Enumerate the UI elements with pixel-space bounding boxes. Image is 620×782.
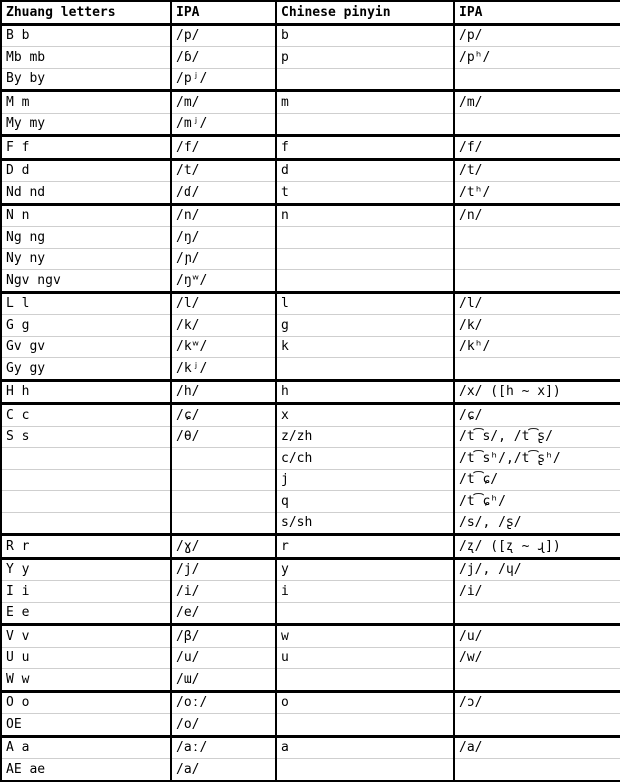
pinyin-ipa-cell: /pʰ/	[454, 47, 620, 69]
zhuang-letter-cell: AE ae	[1, 759, 171, 781]
pinyin-ipa-cell: /a/	[454, 736, 620, 759]
zhuang-ipa-cell: /i/	[171, 581, 276, 603]
table-row	[1, 47, 620, 69]
table-row	[1, 581, 620, 603]
pinyin-cell	[276, 270, 454, 293]
pinyin-cell: g	[276, 315, 454, 337]
pinyin-ipa-cell	[454, 227, 620, 249]
pinyin-cell: s/sh	[276, 512, 454, 535]
zhuang-letter-cell: My my	[1, 113, 171, 136]
zhuang-ipa-cell: /e/	[171, 602, 276, 625]
pinyin-ipa-cell: /kʰ/	[454, 336, 620, 358]
table-row	[1, 647, 620, 669]
pinyin-cell	[276, 602, 454, 625]
header-zhuang-ipa: IPA	[171, 1, 276, 24]
pinyin-ipa-cell: /w/	[454, 647, 620, 669]
pinyin-cell	[276, 669, 454, 692]
zhuang-letter-cell: Ngv ngv	[1, 270, 171, 293]
zhuang-letter-cell: Gy gy	[1, 358, 171, 381]
zhuang-letter-cell: Y y	[1, 558, 171, 581]
table-row	[1, 159, 620, 182]
table-row	[1, 669, 620, 692]
table-row	[1, 512, 620, 535]
table-row	[1, 270, 620, 293]
zhuang-ipa-cell: /ŋ/	[171, 227, 276, 249]
header-row	[1, 1, 620, 24]
table-row	[1, 426, 620, 448]
pinyin-cell: o	[276, 691, 454, 714]
zhuang-letter-cell: F f	[1, 136, 171, 160]
zhuang-letter-cell: I i	[1, 581, 171, 603]
zhuang-letter-cell: B b	[1, 24, 171, 47]
zhuang-ipa-cell: /k/	[171, 315, 276, 337]
zhuang-ipa-cell: /kʷ/	[171, 336, 276, 358]
table-row	[1, 535, 620, 559]
pinyin-cell: m	[276, 91, 454, 114]
pinyin-ipa-cell: /m/	[454, 91, 620, 114]
table-row	[1, 336, 620, 358]
zhuang-letter-cell: H h	[1, 380, 171, 404]
zhuang-letter-cell: By by	[1, 68, 171, 91]
zhuang-letter-cell	[1, 469, 171, 491]
zhuang-letter-cell: Gv gv	[1, 336, 171, 358]
pinyin-cell	[276, 113, 454, 136]
zhuang-ipa-cell: /oː/	[171, 691, 276, 714]
zhuang-letter-cell: V v	[1, 625, 171, 648]
zhuang-letter-cell: N n	[1, 204, 171, 227]
pinyin-ipa-cell	[454, 248, 620, 270]
pinyin-cell: p	[276, 47, 454, 69]
table-row	[1, 24, 620, 47]
zhuang-ipa-cell: /u/	[171, 647, 276, 669]
table-row	[1, 691, 620, 714]
zhuang-ipa-cell: /ɣ/	[171, 535, 276, 559]
zhuang-ipa-cell: /h/	[171, 380, 276, 404]
pinyin-ipa-cell: /p/	[454, 24, 620, 47]
zhuang-letter-cell: Ny ny	[1, 248, 171, 270]
zhuang-letter-cell: O o	[1, 691, 171, 714]
zhuang-letter-cell: U u	[1, 647, 171, 669]
pinyin-ipa-cell	[454, 669, 620, 692]
pinyin-cell: n	[276, 204, 454, 227]
pinyin-ipa-cell: /t/	[454, 159, 620, 182]
zhuang-letter-cell	[1, 448, 171, 470]
pinyin-cell: w	[276, 625, 454, 648]
pinyin-cell	[276, 227, 454, 249]
table-row	[1, 491, 620, 513]
zhuang-ipa-cell: /ɲ/	[171, 248, 276, 270]
zhuang-ipa-cell: /ŋʷ/	[171, 270, 276, 293]
pinyin-ipa-cell	[454, 68, 620, 91]
pinyin-ipa-cell	[454, 602, 620, 625]
pinyin-ipa-cell: /t͡ɕʰ/	[454, 491, 620, 513]
zhuang-ipa-cell: /l/	[171, 292, 276, 315]
table-row	[1, 404, 620, 427]
table-row	[1, 248, 620, 270]
zhuang-ipa-cell: /j/	[171, 558, 276, 581]
pinyin-ipa-cell	[454, 270, 620, 293]
zhuang-ipa-cell: /p/	[171, 24, 276, 47]
zhuang-letter-cell: D d	[1, 159, 171, 182]
table-row	[1, 469, 620, 491]
pinyin-cell: b	[276, 24, 454, 47]
zhuang-ipa-cell: /ɓ/	[171, 47, 276, 69]
zhuang-ipa-cell: /o/	[171, 714, 276, 737]
zhuang-letter-cell: OE	[1, 714, 171, 737]
header-pinyin-ipa: IPA	[454, 1, 620, 24]
pinyin-ipa-cell: /tʰ/	[454, 182, 620, 205]
pinyin-cell: k	[276, 336, 454, 358]
pinyin-ipa-cell: /k/	[454, 315, 620, 337]
pinyin-ipa-cell: /t͡s/, /t͡ʂ/	[454, 426, 620, 448]
zhuang-ipa-cell: /kʲ/	[171, 358, 276, 381]
zhuang-ipa-cell: /pʲ/	[171, 68, 276, 91]
table-row	[1, 68, 620, 91]
zhuang-ipa-cell: /ɕ/	[171, 404, 276, 427]
zhuang-letter-cell: Ng ng	[1, 227, 171, 249]
zhuang-ipa-cell	[171, 512, 276, 535]
pinyin-cell: z/zh	[276, 426, 454, 448]
pinyin-cell	[276, 248, 454, 270]
table-row	[1, 204, 620, 227]
pinyin-ipa-cell: /j/, /ɥ/	[454, 558, 620, 581]
zhuang-letter-cell: A a	[1, 736, 171, 759]
pinyin-ipa-cell: /i/	[454, 581, 620, 603]
zhuang-letter-cell: Mb mb	[1, 47, 171, 69]
pinyin-ipa-cell: /ɕ/	[454, 404, 620, 427]
table-row	[1, 625, 620, 648]
zhuang-ipa-cell: /ɯ/	[171, 669, 276, 692]
zhuang-ipa-cell: /ɗ/	[171, 182, 276, 205]
pinyin-cell: h	[276, 380, 454, 404]
zhuang-ipa-cell: /aː/	[171, 736, 276, 759]
pinyin-cell: r	[276, 535, 454, 559]
pinyin-cell: a	[276, 736, 454, 759]
zhuang-ipa-cell	[171, 491, 276, 513]
table-row	[1, 91, 620, 114]
pinyin-cell: x	[276, 404, 454, 427]
zhuang-letter-cell: M m	[1, 91, 171, 114]
table-body	[1, 24, 620, 781]
table-row	[1, 227, 620, 249]
pinyin-cell: l	[276, 292, 454, 315]
pinyin-cell: c/ch	[276, 448, 454, 470]
zhuang-ipa-cell: /t/	[171, 159, 276, 182]
table-row	[1, 292, 620, 315]
zhuang-letter-cell: Nd nd	[1, 182, 171, 205]
pinyin-ipa-cell: /l/	[454, 292, 620, 315]
pinyin-cell: q	[276, 491, 454, 513]
pinyin-ipa-cell: /u/	[454, 625, 620, 648]
pinyin-ipa-cell: /t͡ɕ/	[454, 469, 620, 491]
pinyin-ipa-cell: /ɔ/	[454, 691, 620, 714]
zhuang-letter-cell: G g	[1, 315, 171, 337]
zhuang-ipa-cell: /a/	[171, 759, 276, 781]
pinyin-cell: t	[276, 182, 454, 205]
pinyin-ipa-cell: /n/	[454, 204, 620, 227]
pinyin-cell: y	[276, 558, 454, 581]
pinyin-cell: f	[276, 136, 454, 160]
zhuang-letter-cell: W w	[1, 669, 171, 692]
table-row	[1, 448, 620, 470]
pinyin-cell: i	[276, 581, 454, 603]
zhuang-letter-cell: S s	[1, 426, 171, 448]
zhuang-ipa-cell: /m/	[171, 91, 276, 114]
pinyin-cell: d	[276, 159, 454, 182]
table-row	[1, 380, 620, 404]
pinyin-ipa-cell: /s/, /ʂ/	[454, 512, 620, 535]
table-row	[1, 182, 620, 205]
zhuang-ipa-cell: /n/	[171, 204, 276, 227]
pinyin-ipa-cell: /t͡sʰ/,/t͡ʂʰ/	[454, 448, 620, 470]
pinyin-ipa-cell	[454, 759, 620, 781]
pinyin-ipa-cell: /x/ ([h ~ x])	[454, 380, 620, 404]
pinyin-cell: u	[276, 647, 454, 669]
zhuang-ipa-cell: /f/	[171, 136, 276, 160]
table-row	[1, 736, 620, 759]
table-row	[1, 602, 620, 625]
table-row	[1, 358, 620, 381]
pinyin-cell	[276, 759, 454, 781]
pinyin-cell: j	[276, 469, 454, 491]
zhuang-ipa-cell: /θ/	[171, 426, 276, 448]
pinyin-ipa-cell: /f/	[454, 136, 620, 160]
zhuang-letter-cell: C c	[1, 404, 171, 427]
header-zhuang-letters: Zhuang letters	[1, 1, 171, 24]
table-row	[1, 759, 620, 781]
header-chinese-pinyin: Chinese pinyin	[276, 1, 454, 24]
pinyin-ipa-cell	[454, 358, 620, 381]
table-row	[1, 315, 620, 337]
pinyin-cell	[276, 358, 454, 381]
zhuang-ipa-cell	[171, 469, 276, 491]
zhuang-ipa-cell: /mʲ/	[171, 113, 276, 136]
pinyin-ipa-cell: /ʐ/ ([ʐ ~ ɻ])	[454, 535, 620, 559]
pinyin-cell	[276, 68, 454, 91]
zhuang-letter-cell: R r	[1, 535, 171, 559]
zhuang-ipa-cell: /β/	[171, 625, 276, 648]
zhuang-letter-cell: E e	[1, 602, 171, 625]
table-row	[1, 558, 620, 581]
zhuang-letter-cell	[1, 491, 171, 513]
table-row	[1, 136, 620, 160]
pinyin-ipa-cell	[454, 113, 620, 136]
table-row	[1, 113, 620, 136]
zhuang-letter-cell: L l	[1, 292, 171, 315]
zhuang-letter-cell	[1, 512, 171, 535]
zhuang-ipa-cell	[171, 448, 276, 470]
